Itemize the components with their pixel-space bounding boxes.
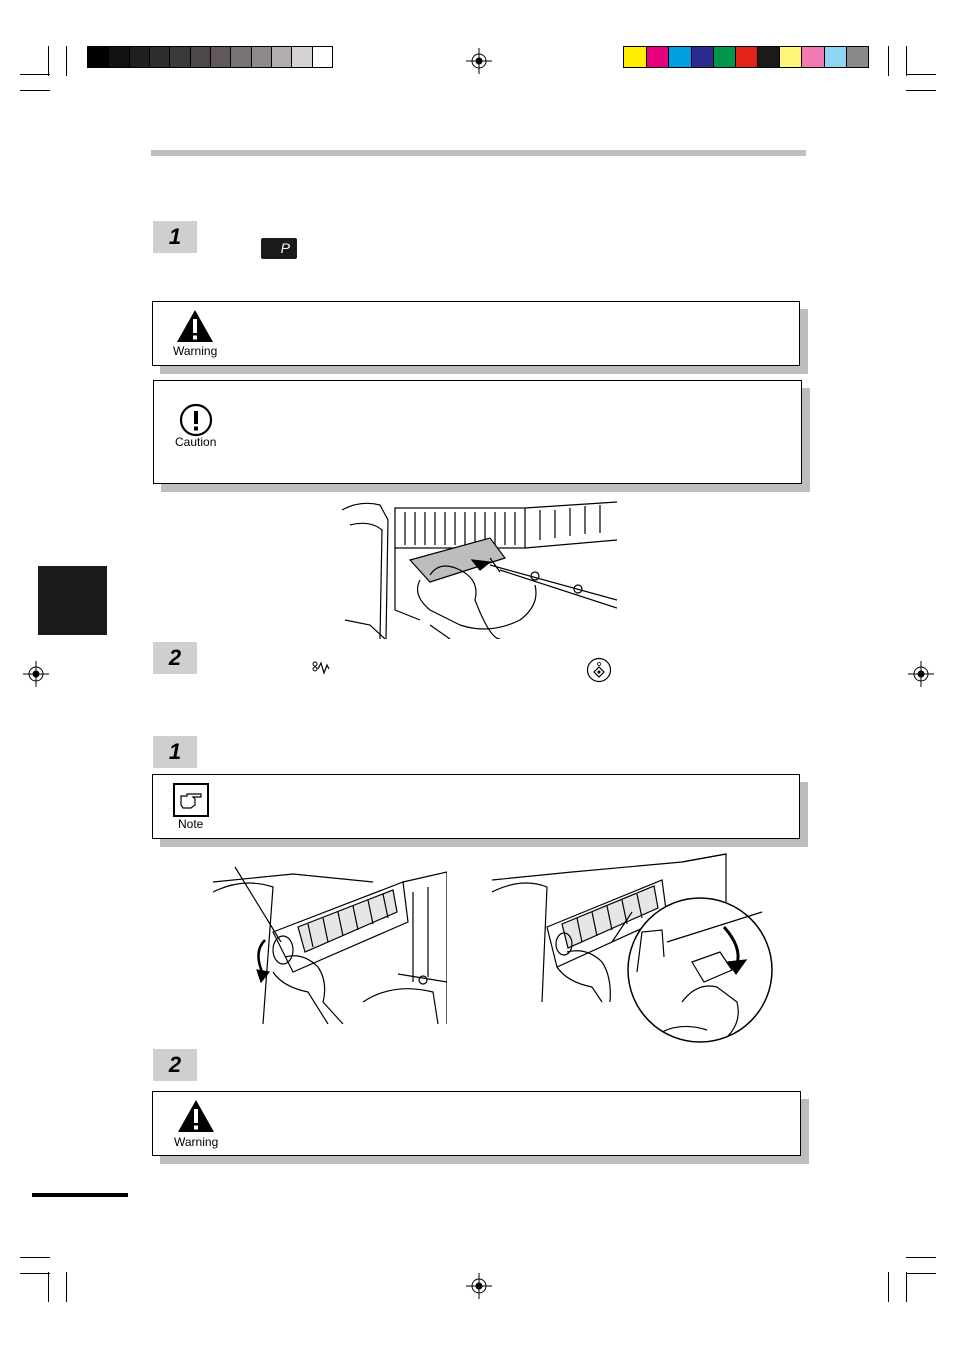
crop-mark [906,1272,907,1302]
step-number: 2 [168,645,182,670]
crop-mark [20,90,50,91]
warning-triangle-icon [176,1098,216,1134]
step-badge [153,642,197,674]
fusing-unit-lever-illustration [492,852,776,1044]
color-swatch [846,47,868,67]
registration-mark-icon [23,661,49,687]
warning-label: Warning [174,1135,219,1149]
grayscale-calibration-bar [87,46,333,68]
crop-mark [906,1273,936,1274]
registration-mark-icon [466,48,492,74]
caution-circle-icon [179,403,213,437]
crop-mark [48,46,49,76]
warning-triangle-icon [175,308,215,344]
grayscale-swatch [149,47,169,67]
crop-mark [906,1257,936,1258]
grayscale-swatch [291,47,311,67]
grayscale-swatch [230,47,250,67]
grayscale-swatch [210,47,230,67]
crop-mark [906,74,936,75]
note-notice [152,774,800,839]
grayscale-swatch [251,47,271,67]
crop-mark [906,90,936,91]
grayscale-swatch [129,47,149,67]
registration-mark-icon [908,661,934,687]
crop-mark [906,46,907,76]
step-badge [153,221,197,253]
step-number: 1 [168,224,182,249]
color-swatch [735,47,757,67]
crop-mark [888,46,889,76]
misfeed-indicator-icon [312,661,330,675]
grayscale-swatch [271,47,291,67]
fusing-unit-knob-illustration [213,862,447,1024]
step-badge [153,1049,197,1081]
color-calibration-bar [623,46,869,68]
crop-mark [66,1272,67,1302]
display-indicator-text: P [280,240,290,256]
caution-label: Caution [175,435,217,449]
grayscale-swatch [108,47,128,67]
header-rule [151,150,806,156]
color-swatch [757,47,779,67]
grayscale-swatch [169,47,189,67]
pointing-hand-icon [173,783,209,817]
display-indicator [261,238,297,259]
crop-mark [20,74,50,75]
color-swatch [691,47,713,67]
color-swatch [646,47,668,67]
step-badge [153,736,197,768]
crop-mark [888,1272,889,1302]
color-swatch [779,47,801,67]
color-swatch [668,47,690,67]
crop-mark [20,1273,50,1274]
crop-mark [48,1272,49,1302]
crop-mark [20,1257,50,1258]
grayscale-swatch [190,47,210,67]
note-label: Note [178,817,204,831]
step-number: 1 [168,739,182,764]
warning-label: Warning [173,344,218,358]
warning-notice [152,301,800,366]
crop-mark [66,46,67,76]
color-swatch [713,47,735,67]
paper-removal-illustration [340,500,617,639]
registration-mark-icon [466,1273,492,1299]
color-swatch [824,47,846,67]
color-swatch [801,47,823,67]
caution-notice [153,380,802,484]
warning-notice [152,1091,801,1156]
chapter-tab [38,566,107,635]
step-number: 2 [168,1052,182,1077]
grayscale-swatch [88,47,108,67]
start-button-icon [586,657,612,683]
footer-rule [32,1193,128,1197]
grayscale-swatch [312,47,332,67]
color-swatch [624,47,646,67]
